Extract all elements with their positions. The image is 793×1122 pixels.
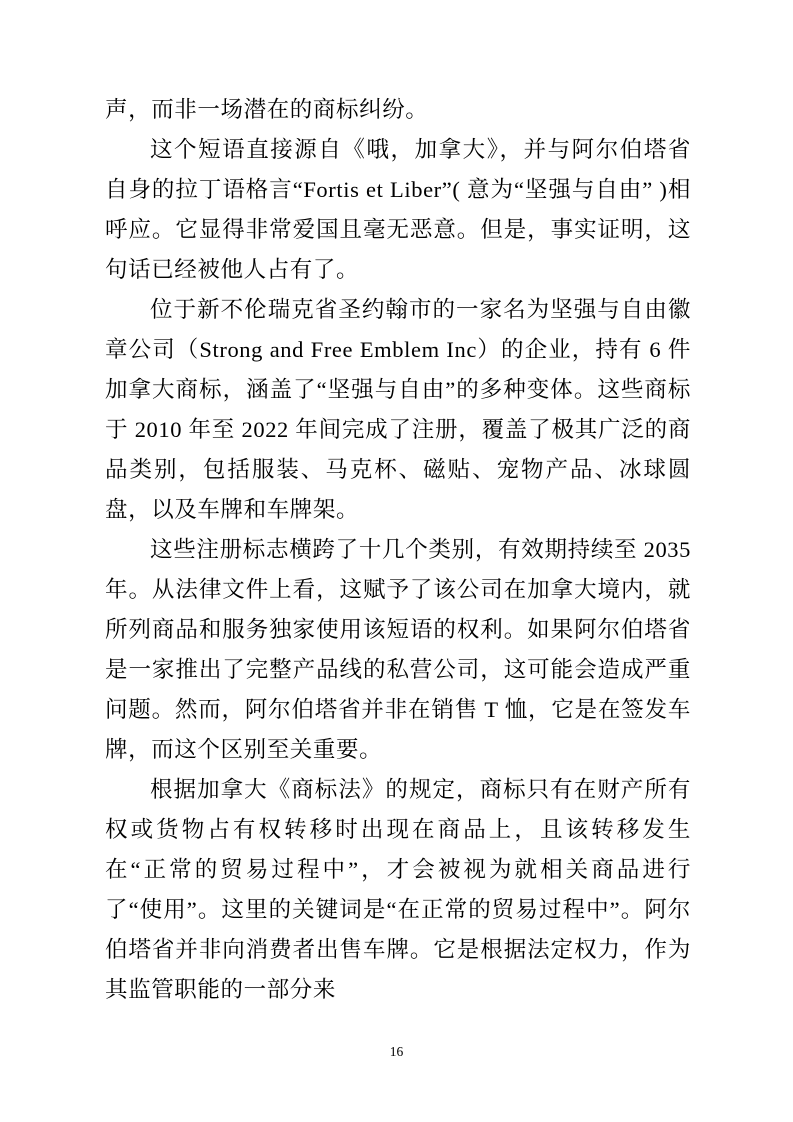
page-number: 16 xyxy=(389,1044,404,1059)
paragraph: 位于新不伦瑞克省圣约翰市的一家名为坚强与自由徽章公司（Strong and Free Emblem Inc）的企业，持有 6 件加拿大商标，涵盖了“坚强与自由”的多种变体。这些商标于 2010 年至 2022 年间完成了注册，覆盖了极其广泛的商品类别，包括服装、马克杯、磁贴、宠物产品、冰球圆盘，以及车牌和车牌架。 xyxy=(105,297,691,522)
page-body-text xyxy=(105,90,691,1010)
paragraph: 这个短语直接源自《哦，加拿大》，并与阿尔伯塔省自身的拉丁语格言“Fortis et Liber”( 意为“坚强与自由” )相呼应。它显得非常爱国且毫无恶意。但是，事实证明，这句话已经被他人占有了。 xyxy=(105,137,691,282)
paragraph: 根据加拿大《商标法》的规定，商标只有在财产所有权或货物占有权转移时出现在商品上，且该转移发生在“正常的贸易过程中”，才会被视为就相关商品进行了“使用”。这里的关键词是“在正常的贸易过程中”。阿尔伯塔省并非向消费者出售车牌。它是根据法定权力，作为其监管职能的一部分来 xyxy=(105,777,691,1002)
paragraph: 这些注册标志横跨了十几个类别，有效期持续至 2035 年。从法律文件上看，这赋予了该公司在加拿大境内，就所列商品和服务独家使用该短语的权利。如果阿尔伯塔省是一家推出了完整产品线的私营公司，这可能会造成严重问题。然而，阿尔伯塔省并非在销售 T 恤，它是在签发车牌，而这个区别至关重要。 xyxy=(105,537,691,762)
page-footer xyxy=(0,1043,793,1061)
paragraph-continuation: 声，而非一场潜在的商标纠纷。 xyxy=(105,97,429,122)
